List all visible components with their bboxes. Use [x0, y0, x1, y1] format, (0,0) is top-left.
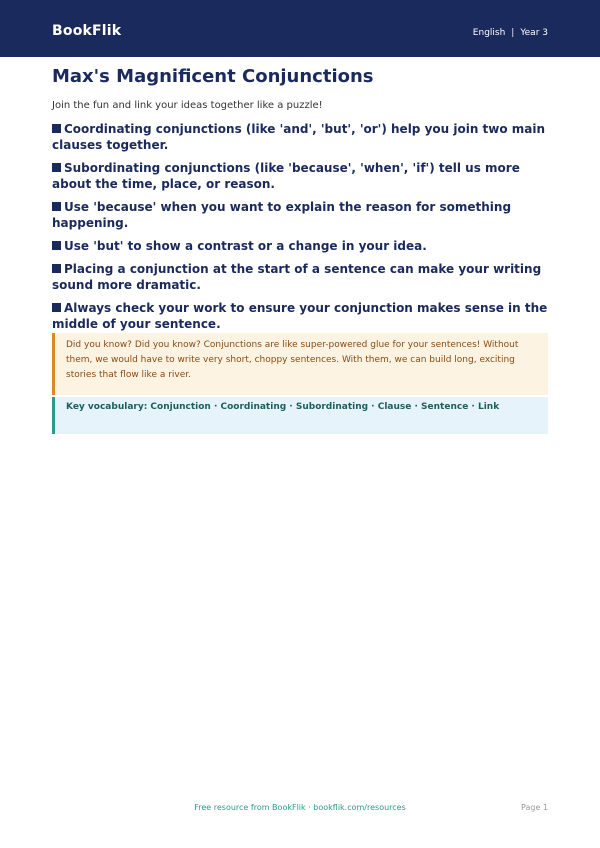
list-item [52, 238, 552, 254]
list-item-text: Use 'because' when you want to explain the reason for something happening. [52, 200, 512, 230]
list-item [52, 199, 552, 231]
year-label: Year 3 [520, 28, 548, 38]
list-item-text: Subordinating conjunctions (like 'because', 'when', 'if') tell us more about the time, place, or reason. [52, 161, 520, 191]
square-bullet-icon [52, 303, 61, 312]
list-item [52, 300, 552, 332]
list-item-text: Coordinating conjunctions (like 'and', 'but', 'or') help you join two main clauses together. [52, 122, 546, 152]
did-you-know-callout [52, 333, 548, 395]
list-item [52, 121, 552, 153]
square-bullet-icon [52, 202, 61, 211]
list-item-text: Use 'but' to show a contrast or a change in your idea. [64, 239, 427, 253]
square-bullet-icon [52, 241, 61, 250]
square-bullet-icon [52, 264, 61, 273]
list-item-text: Always check your work to ensure your conjunction makes sense in the middle of your sentence. [52, 301, 548, 331]
intro-text: Join the fun and link your ideas together like a puzzle! [52, 100, 323, 111]
subject-label: English [472, 28, 506, 38]
callout-text: Did you know? Did you know? Conjunctions are like super-powered glue for your sentences! Without them, we would have to write very short, choppy sentences. With them, we can build long, exciting stories that flow like a river. [66, 340, 519, 380]
header-meta [473, 28, 548, 38]
meta-separator: | [511, 28, 515, 38]
square-bullet-icon [52, 124, 61, 133]
list-item-text: Placing a conjunction at the start of a sentence can make your writing sound more dramatic. [52, 262, 542, 292]
brand-logo[interactable]: BookFlik [52, 23, 122, 39]
square-bullet-icon [52, 163, 61, 172]
vocabulary-text: Key vocabulary: Conjunction · Coordinating · Subordinating · Clause · Sentence · Link [66, 402, 500, 412]
list-item [52, 160, 552, 192]
key-points-list [52, 121, 552, 339]
footer-resource-link[interactable]: Free resource from BookFlik · bookflik.com/resources [194, 803, 406, 812]
header-bar [0, 0, 600, 57]
page-number: Page 1 [521, 803, 548, 812]
key-vocabulary-box [52, 397, 548, 434]
page-title: Max's Magnificent Conjunctions [52, 66, 374, 87]
list-item [52, 261, 552, 293]
